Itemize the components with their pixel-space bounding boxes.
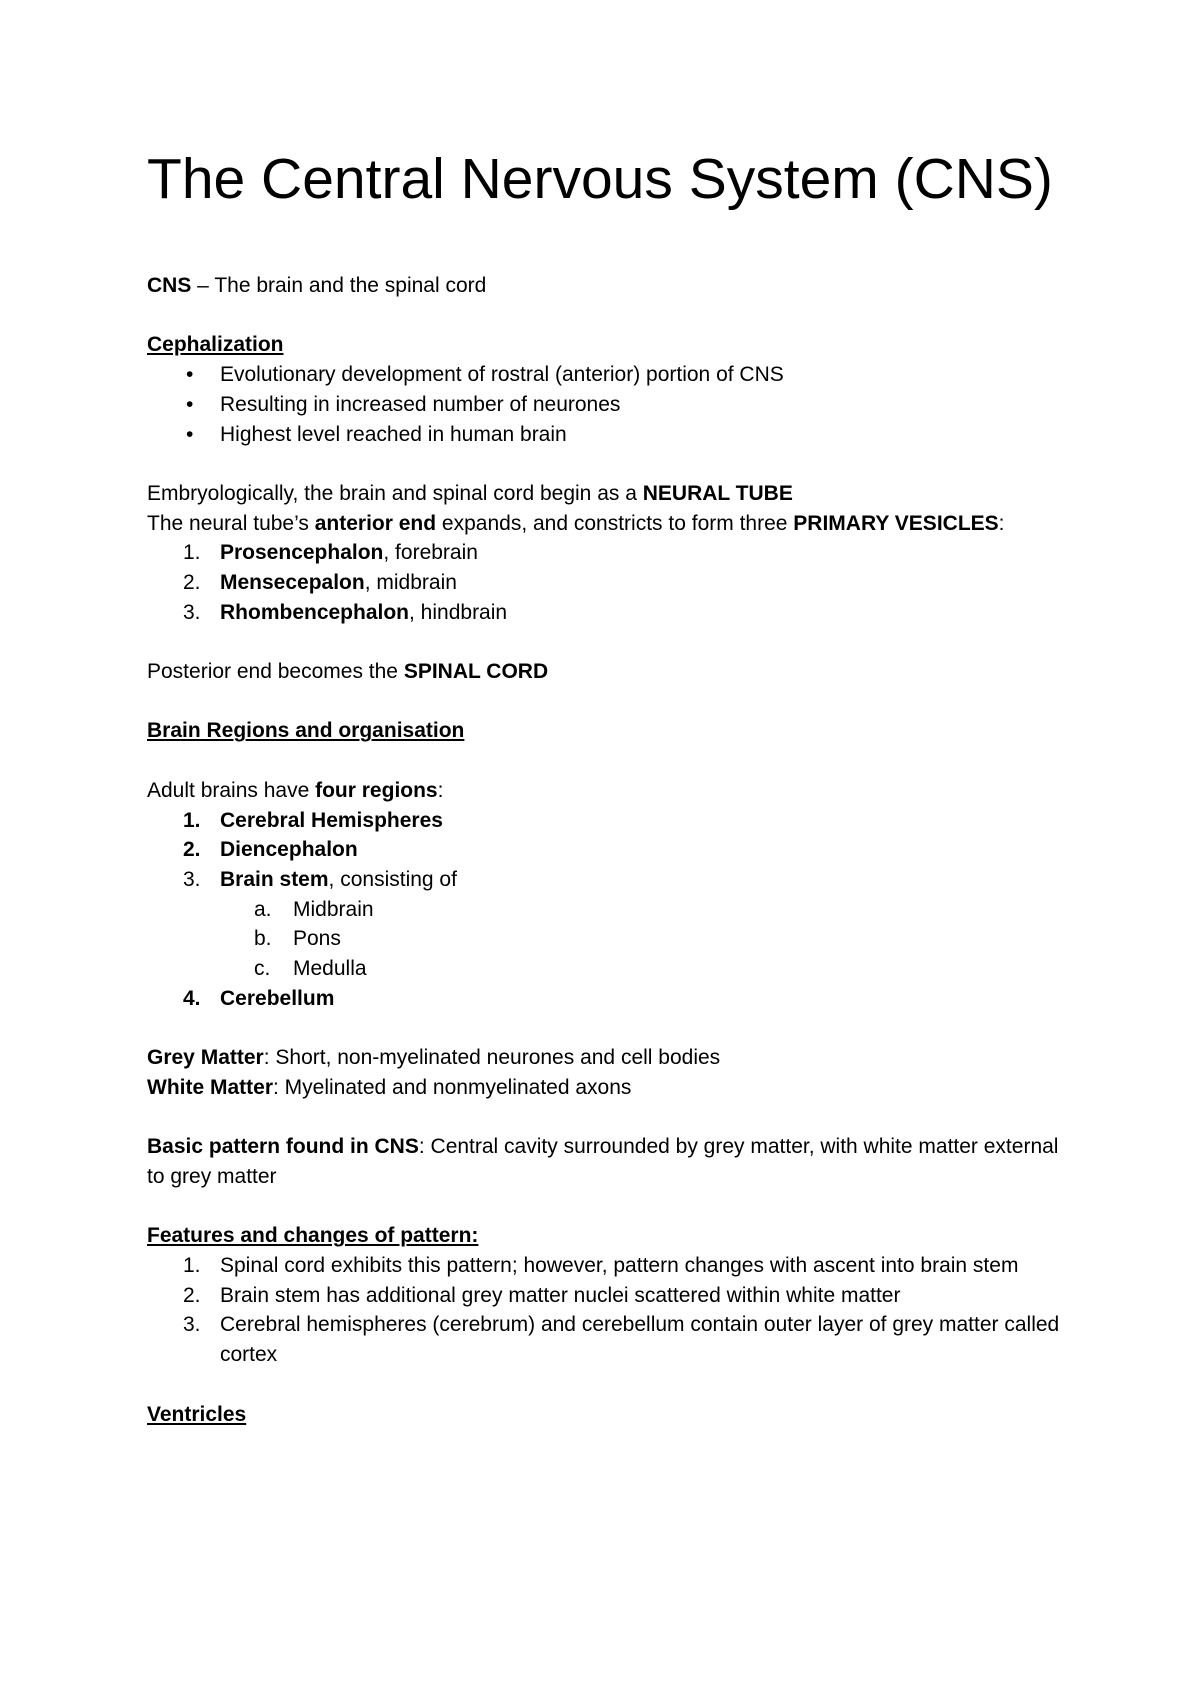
document-content (147, 143, 1077, 1429)
list-item: 1. Cerebral Hemispheres (183, 808, 443, 832)
list-item: 3. Brain stem, consisting of a. Midbrain b. Pons c. Medulla (147, 865, 1077, 984)
embryo-line-1: Embryologically, the brain and spinal cord begin as a NEURAL TUBE (147, 481, 793, 505)
bullet-icon: • (186, 422, 194, 446)
embryo-line-2: The neural tube’s anterior end expands, and constricts to form three PRIMARY VESICLES: (147, 511, 1005, 535)
regions-heading: Brain Regions and organisation (147, 719, 465, 743)
regions-list (147, 806, 1077, 1014)
list-item: • Highest level reached in human brain (147, 420, 1077, 450)
cephalization-heading: Cephalization (147, 333, 284, 357)
list-item: 2. Diencephalon (183, 838, 358, 862)
regions-intro: Adult brains have four regions: (147, 778, 444, 802)
white-matter-line: White Matter: Myelinated and nonmyelinated axons (147, 1075, 632, 1099)
list-item: 2. Mensecepalon, midbrain (183, 571, 457, 594)
features-heading: Features and changes of pattern: (147, 1224, 479, 1248)
list-item: b. Pons (254, 927, 341, 951)
cns-term: CNS (147, 274, 192, 297)
page-title: The Central Nervous System (CNS) (147, 147, 1053, 211)
cns-definition (147, 271, 1077, 301)
ventricles-heading: Ventricles (147, 1402, 247, 1426)
vesicles-list (147, 538, 1077, 627)
cns-definition-text: – The brain and the spinal cord (191, 274, 487, 297)
list-item: 4. Cerebellum (183, 986, 335, 1010)
brain-stem-sublist (147, 895, 1077, 984)
list-item: a. Midbrain (254, 897, 374, 921)
posterior-line: Posterior end becomes the SPINAL CORD (147, 660, 549, 684)
cephalization-list (147, 360, 1077, 449)
basic-pattern-paragraph: Basic pattern found in CNS: Central cavity surrounded by grey matter, with white matter external to grey matter (147, 1135, 1059, 1188)
bullet-icon: • (186, 363, 194, 387)
features-list (147, 1251, 1077, 1370)
list-item: • Evolutionary development of rostral (anterior) portion of CNS (147, 360, 1077, 390)
list-item: 1. Spinal cord exhibits this pattern; however, pattern changes with ascent into brain stem (183, 1254, 1019, 1278)
list-item: c. Medulla (254, 957, 367, 981)
list-item: 2. Brain stem has additional grey matter nuclei scattered within white matter (183, 1283, 901, 1307)
list-item: • Resulting in increased number of neurones (147, 390, 1077, 420)
list-item: 3. Cerebral hemispheres (cerebrum) and cerebellum contain outer layer of grey matter called cortex (183, 1313, 1060, 1367)
list-item: 3. Rhombencephalon, hindbrain (183, 600, 508, 624)
grey-matter-line: Grey Matter: Short, non-myelinated neurones and cell bodies (147, 1046, 721, 1070)
bullet-icon: • (186, 392, 194, 416)
list-item: 1. Prosencephalon, forebrain (183, 541, 478, 565)
